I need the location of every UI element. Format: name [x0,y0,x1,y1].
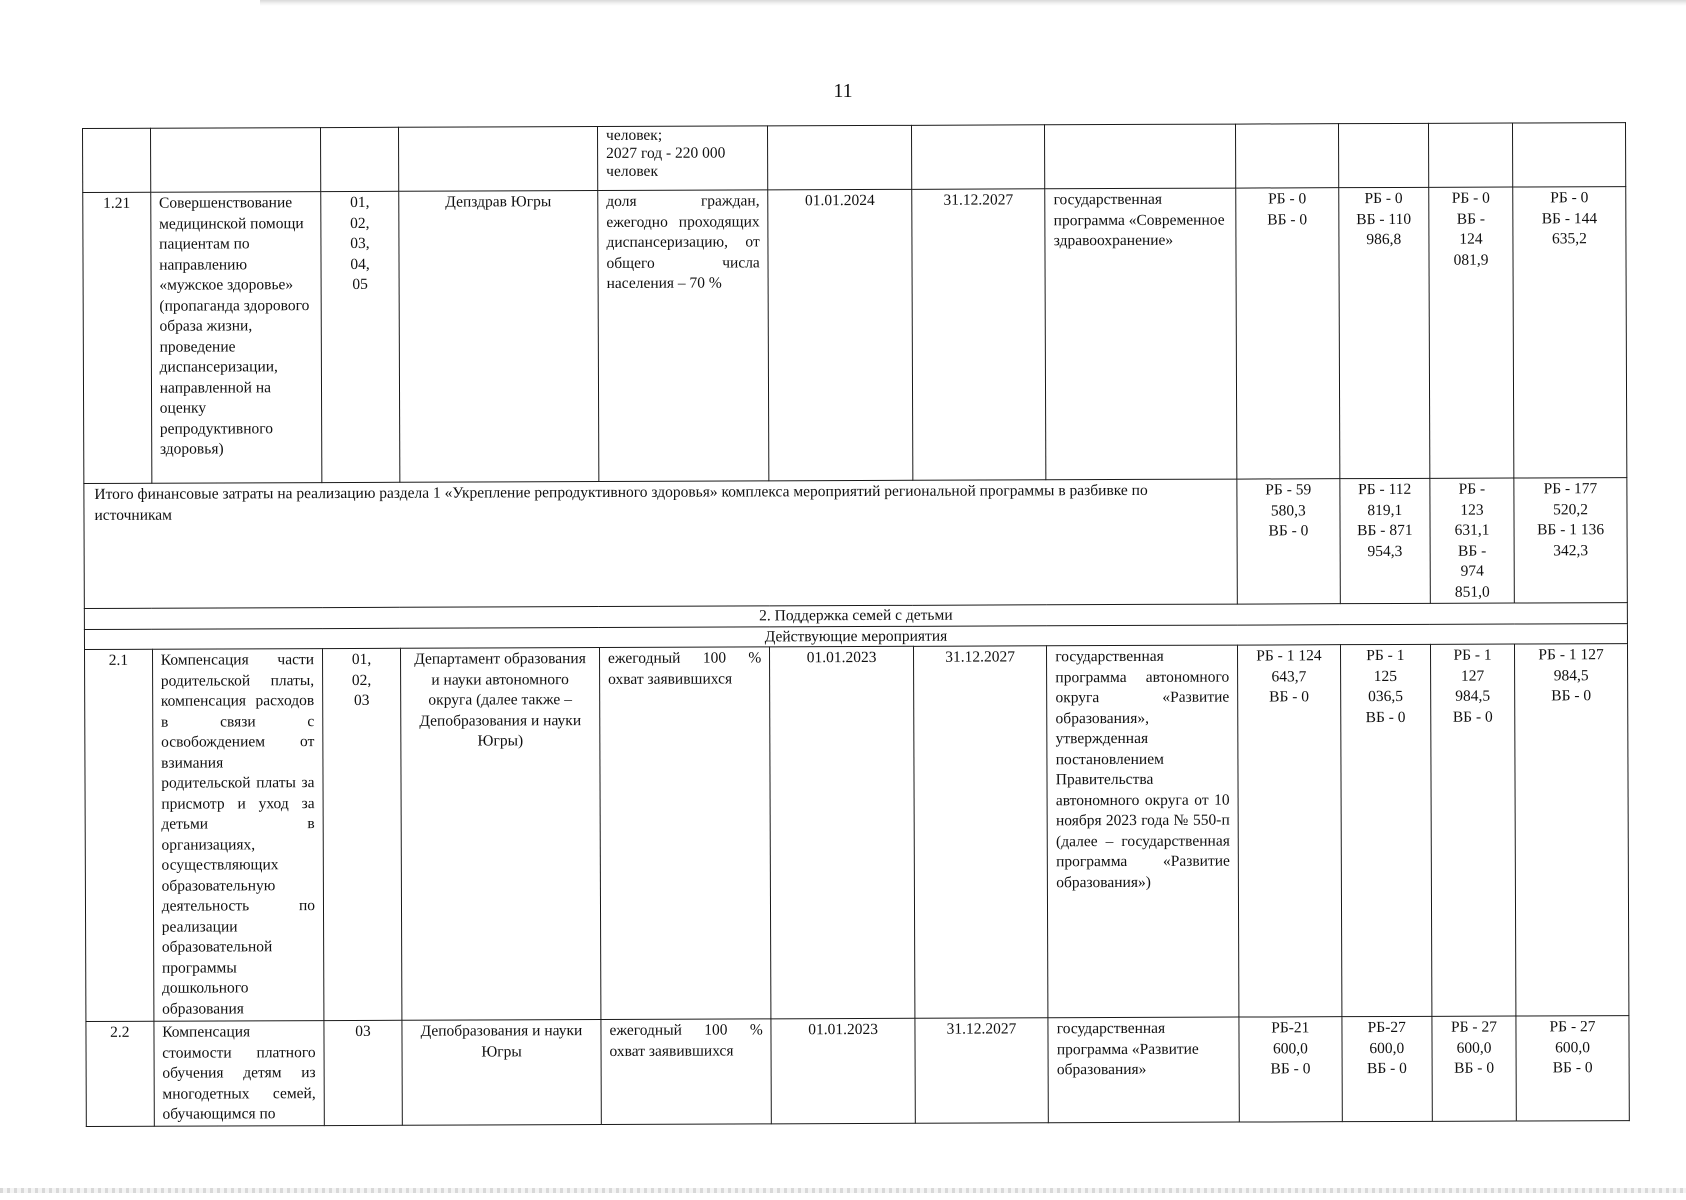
cell-name: Компенсация стоимости платного обучения детям из многодетных семей, обучающимся по [154,1021,325,1126]
cell-indicator: ежегодный 100 % охват заявившихся [601,1019,772,1124]
cell-name: Компенсация части родительской платы, компенсация расходов в связи с освобождением от взимания родительской платы за присмотр и уход за детьми в организациях, осуществляющих образовательную деятельность по реализации образовательной программы дошкольного образования [152,649,324,1022]
cell-end: 31.12.2027 [913,646,1048,1019]
cell-start: 01.01.2023 [771,1018,915,1123]
cell-num: 2.2 [86,1021,154,1126]
cell-num [83,128,151,192]
cell-codes: 01, 02, 03 [323,648,402,1020]
cell-name: Совершенствование медицинской помощи пациентам по направлению «мужское здоровье» (пропаганда здорового образа жизни, проведение диспансеризации, направленной на оценку репродуктивного здоровья) [150,192,321,484]
cell-source: государственная программа автономного округа «Развитие образования», утвержденная постановлением Правительства автономного округа от 10 ноября 2023 года № 550-п (далее – государственная программа «Развитие образования») [1047,645,1239,1018]
cell-finance-3 [1428,123,1512,187]
document-scan [82,122,1630,1126]
table-row-2-2 [86,1016,1629,1126]
cell-indicator: доля граждан, ежегодно проходящих диспансеризацию, от общего числа населения – 70 % [598,190,769,482]
total-label: Итого финансовые затраты на реализацию раздела 1 «Укрепление репродуктивного здоровья» комплекса мероприятий региональной программы в разбивке по источникам [84,479,1238,608]
cell-finance-4: РБ - 27 600,0 ВБ - 0 [1516,1016,1629,1121]
cell-end: 31.12.2027 [915,1018,1049,1123]
cell-finance-2: РБ - 112 819,1 ВБ - 871 954,3 [1340,478,1431,603]
cell-finance-1: РБ - 1 124 643,7 ВБ - 0 [1238,645,1342,1017]
table-row-1-21 [83,187,1627,484]
cell-finance-1: РБ - 0 ВБ - 0 [1236,188,1340,479]
cell-finance-3: РБ - 123 631,1 ВБ - 974 851,0 [1430,478,1515,603]
cell-name [150,128,321,193]
table-row-continuation [83,123,1626,193]
cell-finance-4 [1513,123,1626,187]
cell-num: 1.21 [83,192,152,483]
cell-finance-1 [1236,124,1339,188]
cell-executor: Департамент образования и науки автономного округа (далее также – Депобразования и науки Югры) [400,648,600,1021]
cell-finance-3: РБ - 27 600,0 ВБ - 0 [1432,1016,1517,1121]
cell-executor: Депобразования и науки Югры [402,1020,601,1125]
section-title: 2. Поддержка семей с детьми [84,603,1627,630]
cell-num: 2.1 [85,649,154,1021]
cell-finance-2: РБ - 0 ВБ - 110 986,8 [1338,187,1429,478]
cell-indicator: ежегодный 100 % охват заявившихся [599,647,771,1020]
cell-start: 01.01.2024 [768,189,913,481]
cell-finance-1: РБ-21 600,0 ВБ - 0 [1239,1017,1342,1122]
cell-finance-2: РБ - 1 125 036,5 ВБ - 0 [1340,644,1432,1016]
cell-finance-2: РБ-27 600,0 ВБ - 0 [1342,1016,1433,1121]
cell-codes [321,127,399,191]
cell-executor [398,127,597,192]
cell-end: 31.12.2027 [912,189,1046,481]
cell-finance-1: РБ - 59 580,3 ВБ - 0 [1237,479,1340,604]
table-row-total-section-1 [84,478,1627,609]
cell-finance-3: РБ - 1 127 984,5 ВБ - 0 [1430,644,1516,1016]
cell-codes: 03 [324,1020,402,1125]
cell-finance-3: РБ - 0 ВБ - 124 081,9 [1429,187,1514,478]
cell-executor: Депздрав Югры [399,191,599,483]
cell-finance-2 [1338,123,1429,187]
cell-indicator: человек; 2027 год - 220 000 человек [597,126,768,191]
cell-finance-4: РБ - 177 520,2 ВБ - 1 136 342,3 [1514,478,1627,603]
cell-source: государственная программа «Современное здравоохранение» [1045,188,1237,480]
table-row-2-1 [85,644,1629,1022]
cell-start [768,125,912,190]
scan-edge-top [260,0,1686,6]
cell-finance-4: РБ - 1 127 984,5 ВБ - 0 [1515,644,1629,1016]
scan-edge-bottom [0,1188,1686,1193]
cell-codes: 01, 02, 03, 04, 05 [321,191,400,482]
page-number: 11 [833,80,853,102]
section-subtitle: Действующие мероприятия [84,624,1627,650]
cell-start: 01.01.2023 [770,646,915,1019]
cell-source: государственная программа «Развитие образования» [1048,1017,1239,1122]
cell-end [911,125,1045,190]
cell-source [1045,124,1236,189]
program-table [82,122,1630,1126]
cell-finance-4: РБ - 0 ВБ - 144 635,2 [1513,187,1627,478]
